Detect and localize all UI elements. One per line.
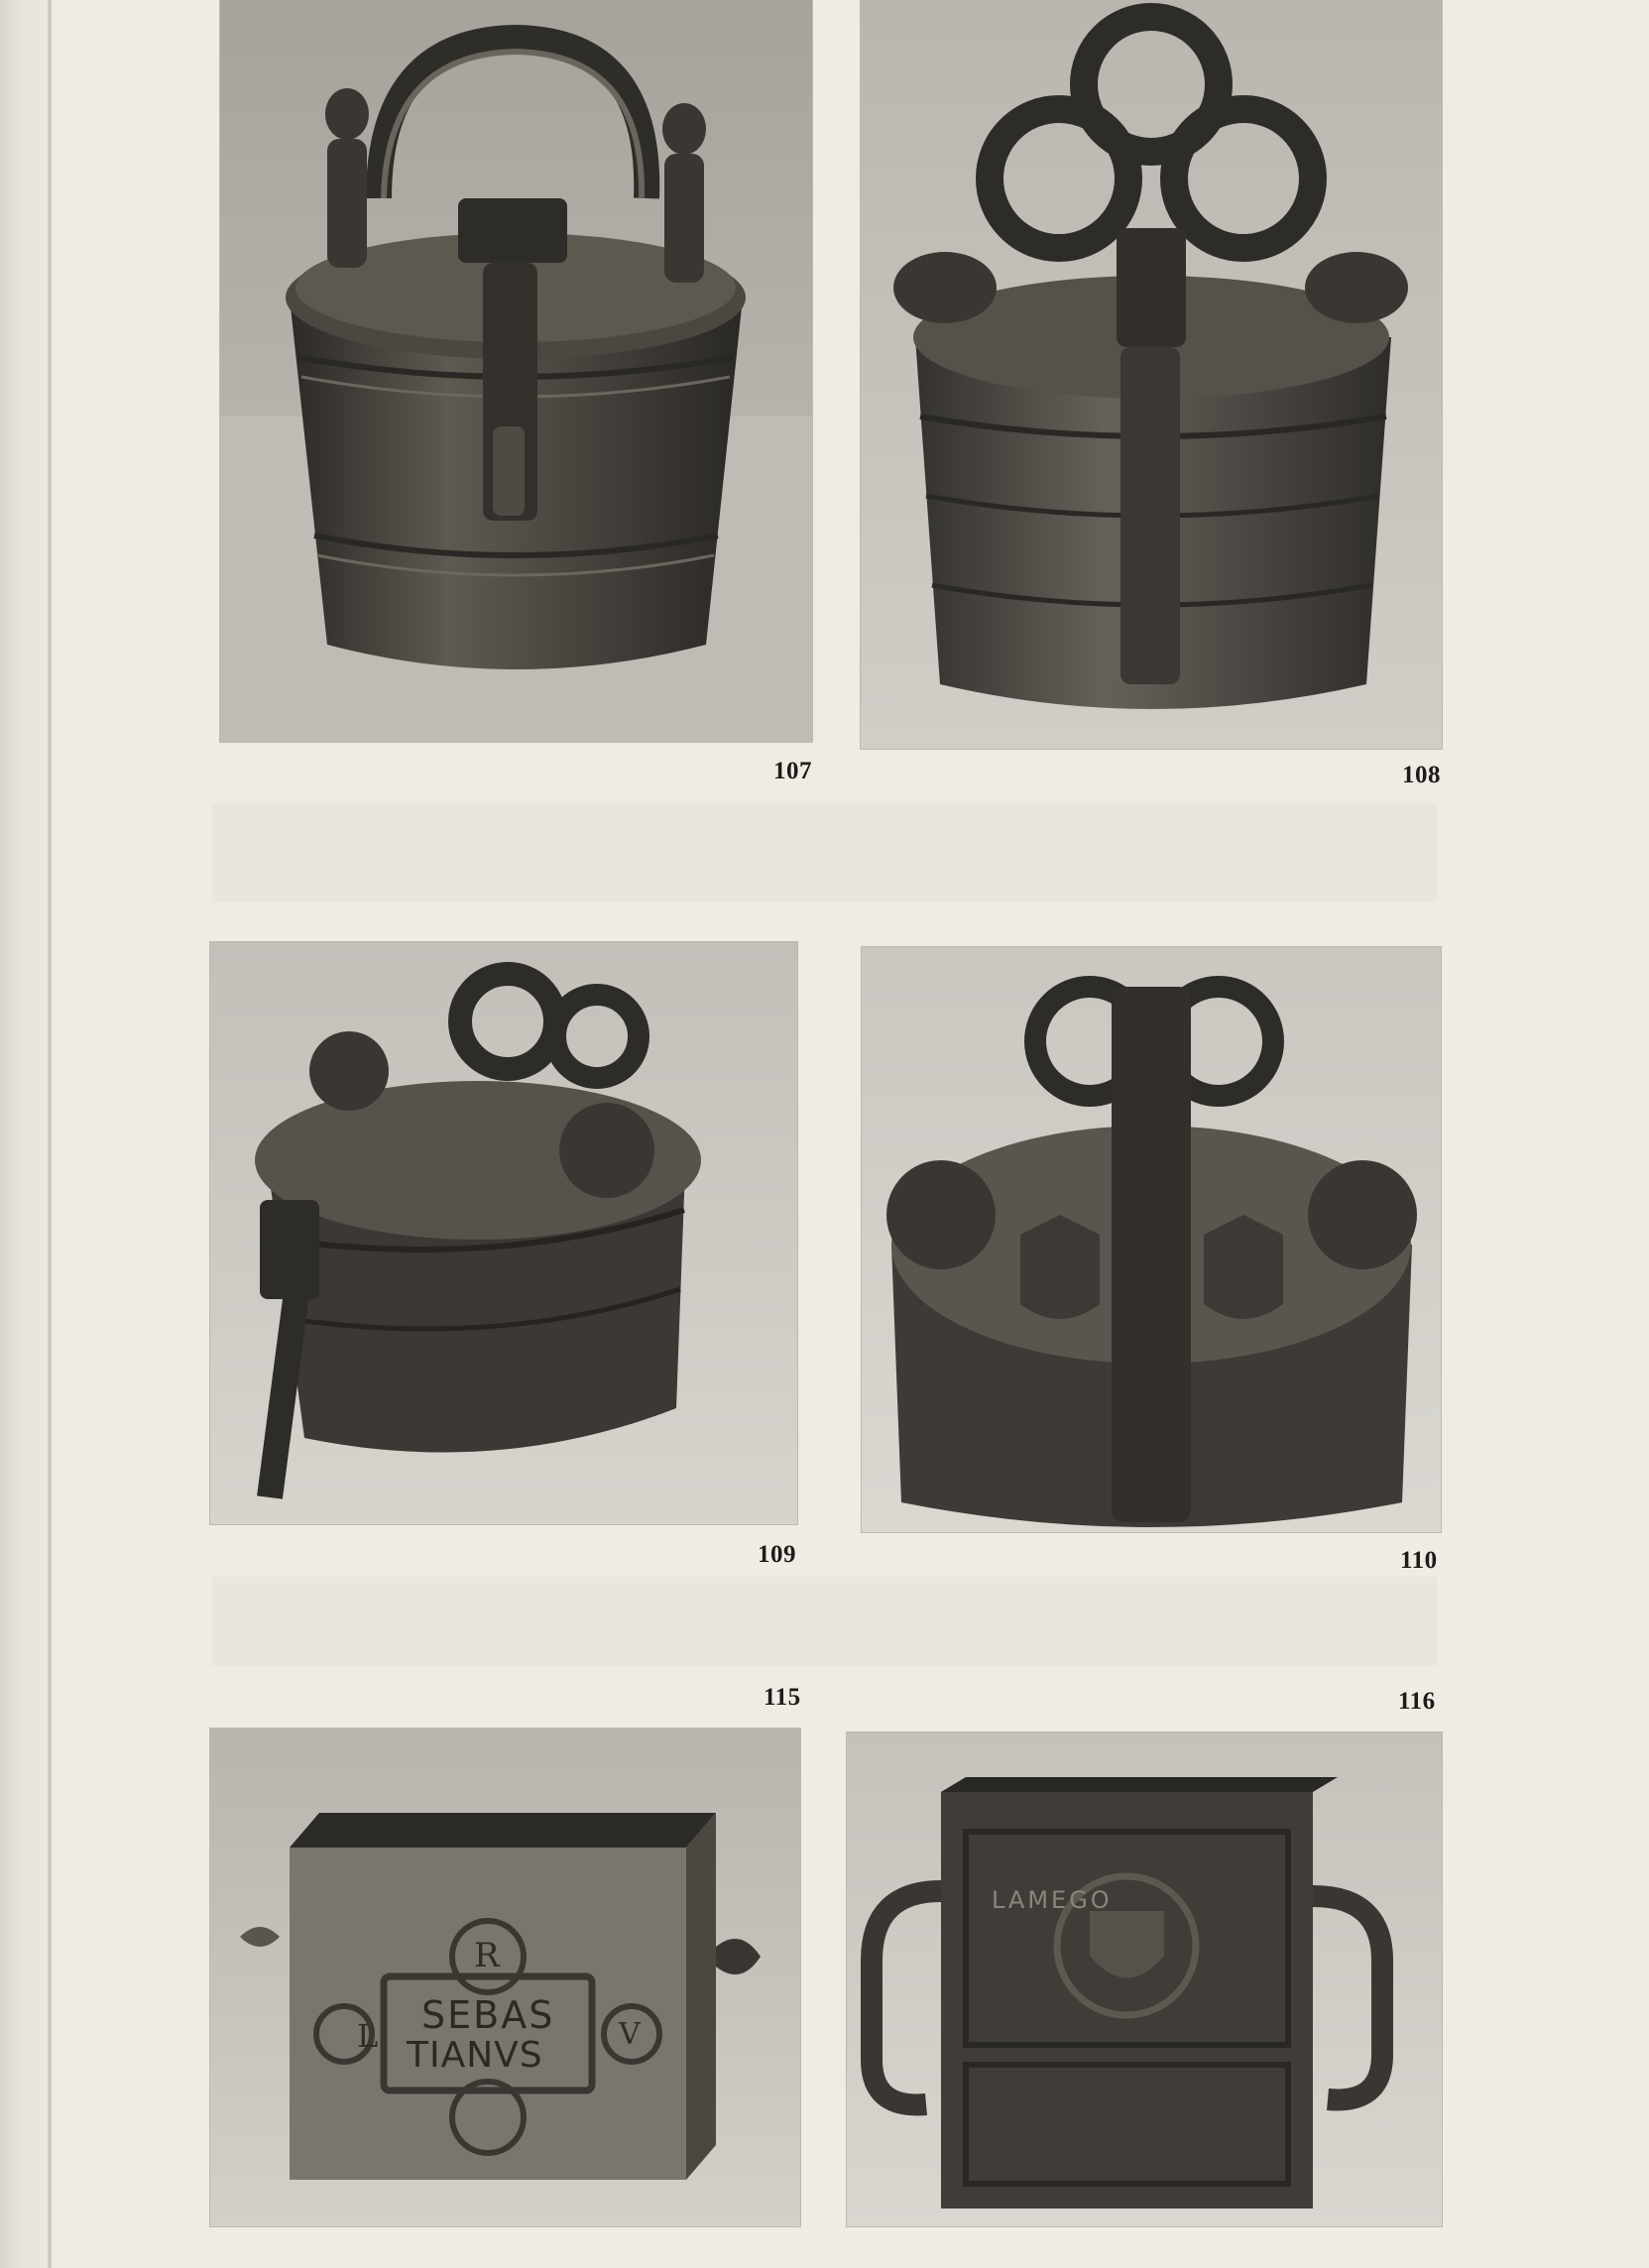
plate-108-photo bbox=[861, 0, 1442, 749]
blank-panel bbox=[212, 1577, 1437, 1666]
plate-115-inscription-line2: TIANVS bbox=[407, 2035, 543, 2076]
plate-number-115: 115 bbox=[764, 1684, 801, 1711]
plate-115-inscription-top: R bbox=[474, 1936, 500, 1975]
plate-107-photo bbox=[220, 0, 812, 742]
plate-115-inscription-left: L bbox=[357, 2017, 379, 2055]
page-binding-shadow bbox=[0, 0, 52, 2268]
page-binding-edge bbox=[48, 0, 52, 2268]
plate-109-photo bbox=[210, 942, 797, 1524]
plate-number-108: 108 bbox=[1402, 762, 1441, 788]
plate-116-inscription: LAMEGO bbox=[992, 1886, 1113, 1914]
plate-110-photo bbox=[862, 947, 1441, 1532]
plate-number-110: 110 bbox=[1400, 1547, 1438, 1574]
blank-panel bbox=[212, 803, 1437, 902]
plate-115-photo bbox=[210, 1729, 800, 2226]
plate-115-inscription-line1: SEBAS bbox=[421, 1993, 555, 2037]
plate-115-inscription-right: V bbox=[619, 2017, 641, 2052]
plate-number-109: 109 bbox=[758, 1541, 796, 1568]
plate-number-107: 107 bbox=[773, 758, 812, 784]
plate-number-116: 116 bbox=[1398, 1688, 1436, 1715]
plate-116-photo bbox=[847, 1732, 1442, 2226]
